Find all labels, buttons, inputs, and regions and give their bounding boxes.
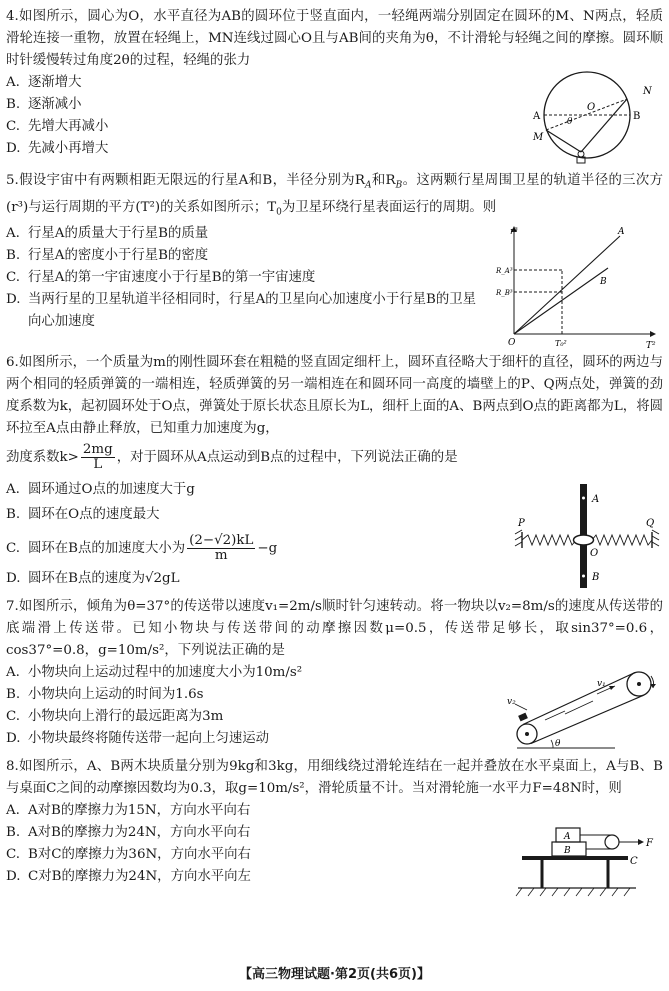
fig4-label-theta: θ bbox=[567, 117, 573, 127]
fig4-label-o: O bbox=[587, 102, 596, 113]
fig6-label-p: P bbox=[518, 518, 525, 529]
pulley-blocks-figure bbox=[512, 820, 662, 898]
question-5-option-c[interactable]: C. 行星A的第一宇宙速度小于行星B的第一宇宙速度 bbox=[6, 270, 316, 286]
question-4-option-d[interactable]: D. 先减小再增大 bbox=[6, 141, 109, 156]
question-6-option-d[interactable]: D. 圆环在B点的速度为√2gL bbox=[6, 571, 180, 586]
fig7-label-theta: θ bbox=[555, 739, 561, 749]
spring-constant-fraction: $\frac{2mg}{L}$ bbox=[82, 442, 113, 472]
conveyor-belt-figure bbox=[505, 668, 665, 754]
fig7-label-v2: v₂ bbox=[507, 697, 516, 707]
question-8-option-c[interactable]: C. B对C的摩擦力为36N，方向水平向右 bbox=[6, 847, 251, 862]
question-8-option-b[interactable]: B. A对B的摩擦力为24N，方向水平向右 bbox=[6, 825, 251, 840]
fig4-label-m: M bbox=[533, 132, 544, 143]
ring-pulley-figure bbox=[525, 68, 665, 170]
page-footer: 【高三物理试题·第2页(共6页)】 bbox=[239, 967, 430, 982]
question-6-option-c[interactable]: C. 圆环在B点的加速度大小为 $\frac{(2-√2)kL}{m}$ −g bbox=[6, 533, 278, 563]
question-5-option-a[interactable]: A. 行星A的质量大于行星B的质量 bbox=[6, 226, 209, 242]
fig4-label-n: N bbox=[643, 86, 652, 97]
question-6-stem-tail: 劲度系数k> $\frac{2mg}{L}$ ，对于圆环从A点运动到B点的过程中，下列说法正确的是 bbox=[6, 442, 458, 472]
graph5-x-label: T² bbox=[646, 341, 656, 351]
question-7-option-d[interactable]: D. 小物块最终将随传送带一起向上匀速运动 bbox=[6, 731, 270, 746]
question-6-option-a[interactable]: A. 圆环通过O点的加速度大于g bbox=[6, 482, 195, 497]
graph5-ra: R_A³ bbox=[496, 267, 513, 275]
fig8-label-a: A bbox=[564, 832, 571, 842]
fig6-label-a: A bbox=[592, 494, 600, 505]
question-8-stem: 8.如图所示，A、B两木块质量分别为9kg和3kg，用细线绕过滑轮连结在一起并叠放在水平桌面上，A与B、B与桌面C之间的动摩擦因数均为0.3，取g=10m/s²，滑轮质量不计。当对滑轮施一水平力F=48N时，则 bbox=[6, 759, 663, 796]
question-4-option-c[interactable]: C. 先增大再减小 bbox=[6, 119, 109, 134]
question-4-stem: 4.如图所示，圆心为O，水平直径为AB的圆环位于竖直面内，一轻绳两端分别固定在圆环的M、N两点，轻质滑轮连接一重物，放置在轻绳上，MN连线过圆心O且与AB间的夹角为θ，不计滑轮与轻绳之间的摩擦。圆环顺时针缓慢转过角度2θ的过程，轻绳的张力 bbox=[6, 9, 663, 68]
fig6-label-o: O bbox=[590, 548, 599, 559]
question-8-option-a[interactable]: A. A对B的摩擦力为15N，方向水平向右 bbox=[6, 803, 251, 818]
question-7-stem: 7.如图所示，倾角为θ=37°的传送带以速度v₁=2m/s顺时针匀速转动。将一物块以v₂=8m/s的速度从传送带的底端滑上传送带。已知小物块与传送带间的动摩擦因数μ=0.5，传送带足够长，取sin37°=0.6，cos37°=0.8，g=10m/s²，下列说法正确的是 bbox=[6, 599, 663, 658]
question-7-option-c[interactable]: C. 小物块向上滑行的最远距离为3m bbox=[6, 709, 224, 724]
question-5-stem: 5.假设宇宙中有两颗相距无限远的行星A和B，半径分别为$R_A$和$R_B$。这两颗行星周围卫星的轨道半径的三次方(r³)与运行周期的平方(T²)的关系如图所示；$T_0$为卫星环绕行星表面运行的周期。则 bbox=[6, 173, 663, 218]
fig8-label-f: F bbox=[646, 838, 653, 849]
question-5-option-b[interactable]: B. 行星A的密度小于行星B的密度 bbox=[6, 248, 209, 264]
question-6-stem: 6.如图所示，一个质量为m的刚性圆环套在粗糙的竖直固定细杆上，圆环直径略大于细杆的直径，圆环的两边与两个相同的轻质弹簧的一端相连，轻质弹簧的另一端相连在和圆环同一高度的墙壁上的P、Q两点处，弹簧的劲度系数为k，起初圆环处于O点，弹簧处于原长状态且原长为L，细杆上面的A、B两点到O点的距离都为L，将圆环拉至A点由静止释放，已知重力加速度为g， bbox=[6, 355, 663, 436]
fig6-label-q: Q bbox=[646, 518, 655, 529]
graph5-line-b: B bbox=[600, 277, 607, 287]
fig8-label-c: C bbox=[630, 856, 638, 867]
graph5-y-label: r³ bbox=[510, 227, 518, 237]
question-4-option-b[interactable]: B. 逐渐减小 bbox=[6, 97, 82, 112]
question-6-option-b[interactable]: B. 圆环在O点的速度最大 bbox=[6, 507, 160, 522]
graph5-line-a: A bbox=[618, 227, 625, 237]
spring-ring-figure bbox=[510, 480, 665, 592]
graph5-t0: T₀² bbox=[555, 339, 567, 348]
question-7-option-b[interactable]: B. 小物块向上运动的时间为1.6s bbox=[6, 687, 204, 702]
question-4-option-a[interactable]: A. 逐渐增大 bbox=[6, 75, 82, 90]
r3-t2-graph bbox=[496, 224, 662, 351]
question-8-option-d[interactable]: D. C对B的摩擦力为24N，方向水平向左 bbox=[6, 869, 251, 884]
graph5-rb: R_B³ bbox=[496, 289, 513, 297]
question-5-option-d[interactable]: D. 当两行星的卫星轨道半径相同时，行星A的卫星向心加速度小于行星B的卫星向心加速度 bbox=[6, 292, 477, 330]
fig7-label-v1: v₁ bbox=[597, 679, 606, 689]
question-7-option-a[interactable]: A. 小物块向上运动过程中的加速度大小为10m/s² bbox=[6, 665, 303, 680]
fig6-label-b: B bbox=[592, 572, 600, 583]
fig4-label-b: B bbox=[633, 111, 641, 122]
graph5-origin: O bbox=[508, 338, 516, 348]
fig4-label-a: A bbox=[533, 111, 541, 122]
fig8-label-b: B bbox=[564, 846, 571, 856]
